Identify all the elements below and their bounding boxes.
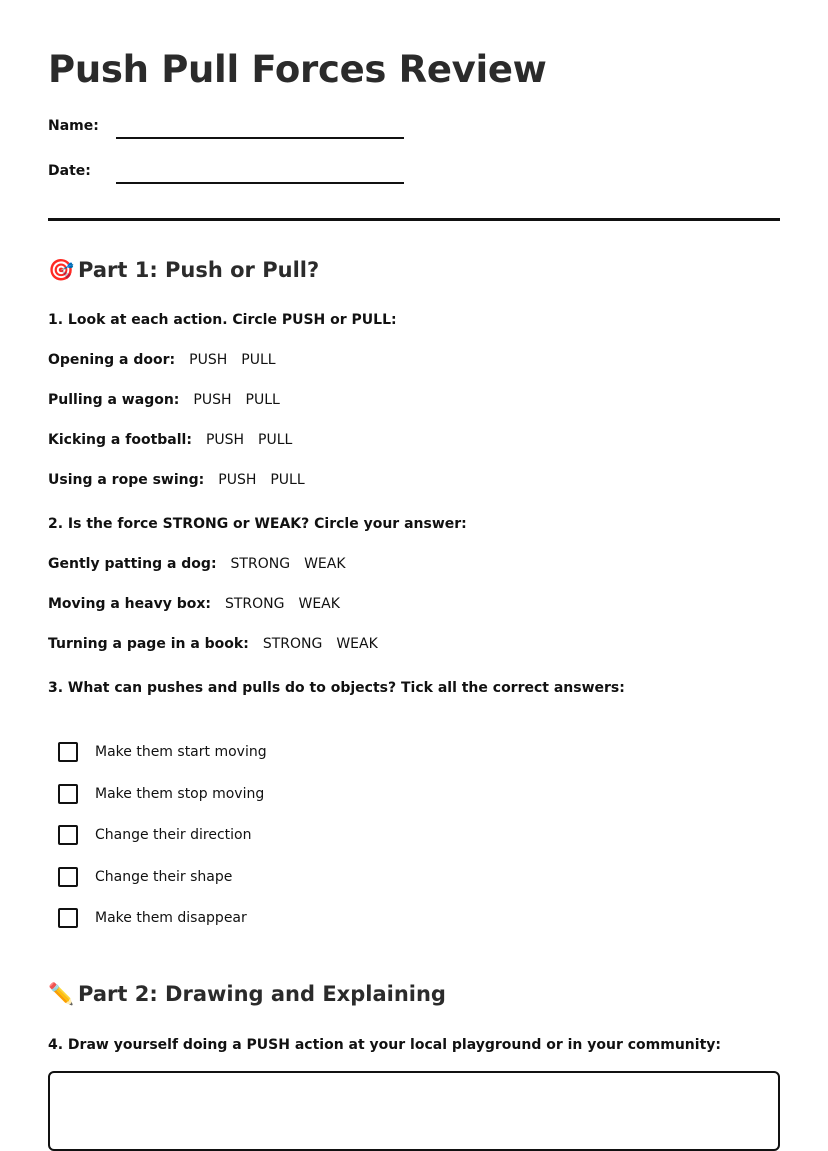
checkbox-label: Change their direction	[95, 827, 252, 843]
name-field	[48, 118, 99, 134]
q1-row-door	[48, 352, 290, 368]
drawing-box[interactable]	[48, 1071, 780, 1151]
page-title: Push Pull Forces Review	[48, 48, 547, 91]
question-1: 1. Look at each action. Circle PUSH or PULL:	[48, 312, 397, 328]
push-option[interactable]: PUSH	[218, 472, 257, 488]
date-line[interactable]	[116, 182, 404, 184]
checkbox[interactable]	[58, 908, 78, 928]
q1-item-label: Pulling a wagon:	[48, 392, 180, 408]
checkbox-label: Change their shape	[95, 869, 233, 885]
weak-option[interactable]: WEAK	[304, 556, 346, 572]
q2-row-box	[48, 596, 354, 612]
q1-row-rope-swing	[48, 472, 319, 488]
checkbox-label: Make them stop moving	[95, 786, 265, 802]
q1-item-label: Opening a door:	[48, 352, 176, 368]
q2-row-dog	[48, 556, 360, 572]
name-line[interactable]	[116, 137, 404, 139]
checkbox-label: Make them disappear	[95, 910, 247, 926]
push-option[interactable]: PUSH	[205, 432, 245, 448]
date-field	[48, 163, 91, 179]
q2-item-label: Gently patting a dog:	[48, 556, 217, 572]
pull-option[interactable]: PULL	[245, 392, 280, 408]
strong-option[interactable]: STRONG	[224, 596, 285, 612]
strong-option[interactable]: STRONG	[230, 556, 291, 572]
pull-option[interactable]: PULL	[258, 432, 293, 448]
pencil-icon: ✏️	[48, 982, 75, 1006]
part1-heading	[48, 258, 319, 283]
name-label: Name:	[48, 118, 99, 134]
q2-row-page	[48, 636, 392, 652]
q1-row-football	[48, 432, 306, 448]
q2-item-label: Turning a page in a book:	[48, 636, 249, 652]
checkbox[interactable]	[58, 784, 78, 804]
q1-item-label: Kicking a football:	[48, 432, 192, 448]
q1-row-wagon	[48, 392, 294, 408]
part2-heading	[48, 982, 446, 1007]
strong-option[interactable]: STRONG	[262, 636, 323, 652]
push-option[interactable]: PUSH	[193, 392, 232, 408]
weak-option[interactable]: WEAK	[298, 596, 340, 612]
q1-item-label: Using a rope swing:	[48, 472, 205, 488]
part2-heading-text: Part 2: Drawing and Explaining	[78, 982, 446, 1006]
part1-heading-text: Part 1: Push or Pull?	[78, 258, 320, 282]
checkbox[interactable]	[58, 867, 78, 887]
header-divider	[48, 218, 780, 221]
push-option[interactable]: PUSH	[189, 352, 228, 368]
target-icon: 🎯	[48, 258, 75, 282]
pull-option[interactable]: PULL	[270, 472, 305, 488]
checkbox-label: Make them start moving	[95, 744, 267, 760]
pull-option[interactable]: PULL	[241, 352, 276, 368]
question-2: 2. Is the force STRONG or WEAK? Circle your answer:	[48, 516, 467, 532]
question-3: 3. What can pushes and pulls do to objects? Tick all the correct answers:	[48, 680, 625, 696]
q2-item-label: Moving a heavy box:	[48, 596, 211, 612]
checkbox[interactable]	[58, 825, 78, 845]
question-4: 4. Draw yourself doing a PUSH action at your local playground or in your community:	[48, 1037, 721, 1053]
date-label: Date:	[48, 163, 91, 179]
weak-option[interactable]: WEAK	[336, 636, 378, 652]
checkbox[interactable]	[58, 742, 78, 762]
